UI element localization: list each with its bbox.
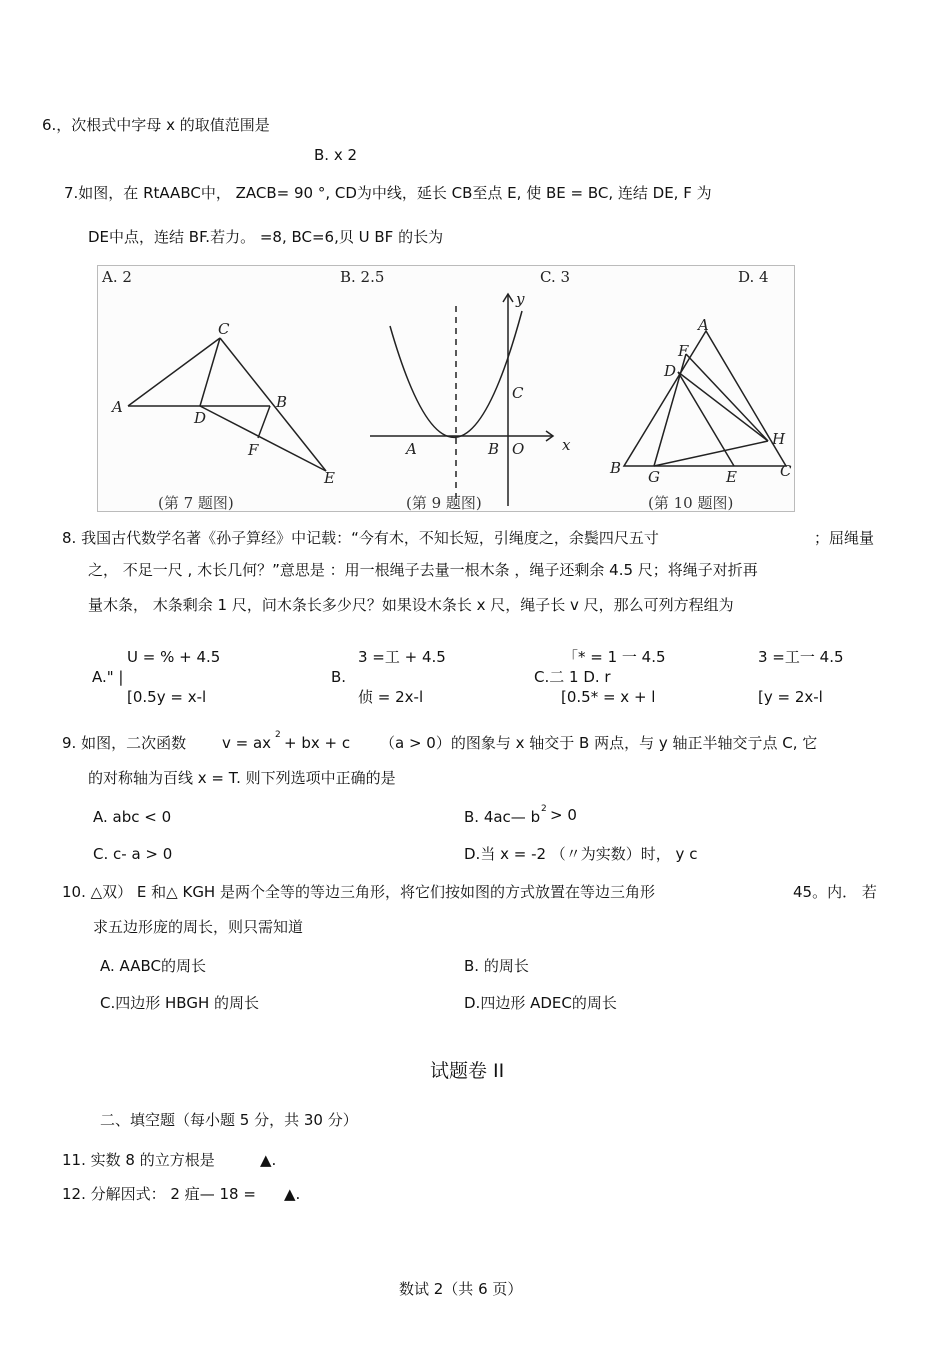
q10-line1-tail: 45。内． 若 (793, 883, 877, 901)
q10-option-d: D.四边形 ADEC的周长 (464, 994, 617, 1012)
fig10-segment-de (678, 372, 734, 466)
q10-line1: 10. △双） E 和△ KGH 是两个全等的等边三角形，将它们按如图的方式放置在等边三角形 (62, 883, 655, 901)
q9-stem-d: （a > 0）的图象与 x 轴交于 B 两点，与 y 轴正半轴交亍点 C, 它 (380, 734, 818, 752)
q9-option-b-tail: > 0 (550, 806, 577, 824)
q9-stem-a: 9. 如图，二次函数 (62, 734, 187, 752)
q6-stem: 6.，次根式中字母 x 的取值范围是 (42, 116, 270, 134)
q12-blank: ▲. (284, 1185, 301, 1203)
fig10-label-e: E (726, 468, 737, 486)
fig9-label-o: O (512, 440, 525, 458)
fig10-label-a: A (698, 316, 709, 334)
fig10-segment-dh (678, 372, 768, 441)
fig7-segment-ce (220, 338, 326, 471)
section-title: 试题卷 II (430, 1060, 505, 1082)
fig7-label-b: B (276, 393, 288, 411)
q10-option-b: B. 的周长 (464, 957, 529, 975)
fig10-label-d: D (664, 362, 677, 380)
fig10-segment-gh (654, 441, 768, 466)
q10-line2: 求五边形庞的周长，则只需知道 (93, 918, 304, 936)
q6-option-b: B. x 2 (314, 146, 358, 164)
q10-option-c: C.四边形 HBGH 的周长 (100, 994, 259, 1012)
figure-9 (370, 294, 553, 506)
q7-option-c: C. 3 (540, 268, 571, 286)
fig9-label-c: C (512, 384, 524, 402)
fig10-caption: (第 10 题图) (648, 494, 734, 512)
fig7-segment-dc (200, 338, 220, 406)
section-heading: 二、填空题（每小题 5 分，共 30 分） (100, 1111, 358, 1129)
q8-option-d-top: 3 =工一 4.5 (758, 648, 844, 666)
fig7-label-c: C (218, 320, 230, 338)
q8-line3: 量木条， 木条剩余 1 尺，问木条长多少尺？如果设木条长 x 尺，绳子长 v 尺，那么可列方程组为 (88, 596, 734, 614)
q8-line1-tail: ；屈绳量 (814, 529, 875, 547)
q8-option-b-label: B. (331, 668, 347, 686)
q8-option-c-top: 「* = 1 一 4.5 (563, 648, 666, 666)
fig9-label-a: A (406, 440, 417, 458)
q8-option-a-label: A." | (92, 668, 124, 686)
q8-option-a-top: U = % + 4.5 (127, 648, 221, 666)
q9-stem-exp: 2 (275, 730, 281, 740)
q8-option-b-bottom: 侦 = 2x-l (358, 688, 424, 706)
fig10-triangle-abc (624, 331, 786, 466)
fig7-segment-ac (128, 338, 220, 406)
fig10-label-c: C (780, 462, 792, 480)
q10-option-a: A. AABC的周长 (100, 957, 206, 975)
fig9-caption: (第 9 题图) (406, 494, 482, 512)
q7-option-a: A. 2 (102, 268, 132, 286)
q7-option-d: D. 4 (738, 268, 769, 286)
q7-line2: DE中点，连结 BF.若力。 =8, BC=6,贝 U BF 的长为 (88, 228, 444, 246)
fig7-caption: (第 7 题图) (158, 494, 234, 512)
fig10-label-h: H (772, 430, 786, 448)
fig10-label-b: B (610, 459, 622, 477)
q9-stem-b: v = ax (222, 734, 272, 752)
fig9-label-x: x (562, 436, 571, 454)
fig9-label-y: y (516, 290, 525, 308)
figure-10 (624, 331, 786, 466)
q9-option-a: A. abc < 0 (93, 808, 172, 826)
q7-option-b: B. 2.5 (340, 268, 385, 286)
q9-line2: 的对称轴为百线 x = T. 则下列选项中正确的是 (88, 769, 396, 787)
figures-panel (97, 265, 795, 512)
q9-stem-c: + bx + c (284, 734, 351, 752)
q8-line1: 8. 我国古代数学名著《孙子算经》中记载：“今有木，不知长短，引绳度之，余鬓四尺五寸 (62, 529, 659, 547)
figures-svg (98, 266, 794, 511)
fig9-label-b: B (488, 440, 500, 458)
q12-text: 12. 分解因式： 2 疽— 18 = (62, 1185, 256, 1203)
figure-7 (128, 338, 326, 471)
q9-option-c: C. c- a > 0 (93, 845, 173, 863)
q9-option-b-exp: 2 (541, 804, 547, 814)
q8-option-c-bottom: [0.5* = x + l (561, 688, 656, 706)
q11-text: 11. 实数 8 的立方根是 (62, 1151, 215, 1169)
page-footer: 数试 2（共 6 页） (399, 1280, 523, 1298)
fig7-label-a: A (112, 398, 123, 416)
fig7-label-e: E (324, 469, 335, 487)
q11-blank: ▲. (260, 1151, 277, 1169)
fig7-segment-de (200, 406, 326, 471)
fig7-segment-bf (258, 406, 270, 438)
fig7-label-f: F (248, 441, 259, 459)
q8-option-b-top: 3 =工 + 4.5 (358, 648, 446, 666)
q8-line2: 之， 不足一尺 , 木长几何？”意思是 ：用一根绳子去量一根木条 ，绳子还剩余 4.5 尺；将绳子对折再 (88, 561, 758, 579)
q9-option-b: B. 4ac— b (464, 808, 541, 826)
q8-option-a-bottom: [0.5y = x-l (127, 688, 207, 706)
q8-option-d-bottom: [y = 2x-l (758, 688, 823, 706)
q9-option-d: D.当 x = -2 （〃为实数）时， y c (464, 845, 698, 863)
fig10-label-f: F (678, 342, 689, 360)
fig7-label-d: D (194, 409, 207, 427)
q8-option-c-label: C.二 1 D. r (534, 668, 611, 686)
fig10-label-g: G (648, 468, 660, 486)
q7-line1: 7.如图，在 RtAABC中， ZACB= 90 °, CD为中线，延长 CB至点 E, 使 BE = BC, 连结 DE, F 为 (64, 184, 712, 202)
